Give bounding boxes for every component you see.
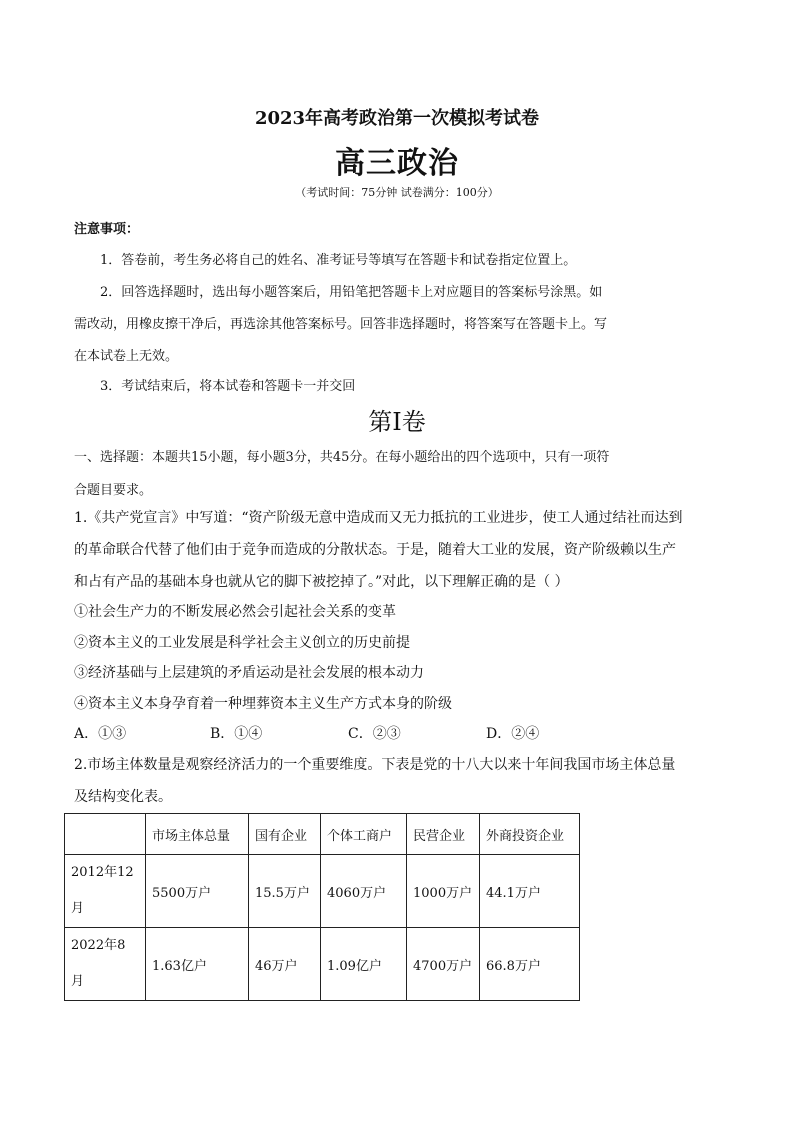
- table-cell: 1.63亿户: [146, 928, 249, 1001]
- note-item-2-line-3: 在本试卷上无效。: [74, 349, 179, 364]
- table-cell: 46万户: [249, 928, 321, 1001]
- market-entity-table: [64, 813, 580, 1001]
- section-intro-line-1: 一、选择题：本题共15小题，每小题3分，共45分。在每小题给出的四个选项中，只有一项符: [74, 450, 610, 465]
- section-intro-line-2: 合题目要求。: [74, 483, 153, 498]
- table-header-cell: 个体工商户: [321, 814, 407, 855]
- row-label-line: 月: [71, 901, 85, 916]
- q1-option-a: A．①③: [74, 726, 127, 742]
- table-header-cell: 国有企业: [249, 814, 321, 855]
- row-label-line: 2012年12: [71, 865, 134, 880]
- q1-option-d: D．②④: [486, 726, 540, 742]
- q2-stem-line-2: 及结构变化表。: [74, 789, 172, 805]
- table-cell: 4060万户: [321, 855, 407, 928]
- table-row: [65, 855, 580, 928]
- q1-stem-line-2: 的革命联合代替了他们由于竞争而造成的分散状态。于是，随着大工业的发展，资产阶级赖以生产: [74, 542, 676, 558]
- q1-statement: ②资本主义的工业发展是科学社会主义创立的历史前提: [74, 635, 410, 651]
- table-header-row: [65, 814, 580, 855]
- q1-stem-line-1: 1.《共产党宣言》中写道：“资产阶级无意中造成而又无力抵抗的工业进步，使工人通过结社而达到: [74, 510, 683, 526]
- row-label-line: 月: [71, 974, 85, 989]
- note-item-3: 3．考试结束后，将本试卷和答题卡一并交回: [100, 379, 356, 394]
- q1-option-b: B．①④: [210, 726, 263, 742]
- table-cell: 1000万户: [407, 855, 480, 928]
- q1-statement: ①社会生产力的不断发展必然会引起社会关系的变革: [74, 604, 396, 620]
- table-row: [65, 928, 580, 1001]
- note-item-2-line-2: 需改动，用橡皮擦干净后，再选涂其他答案标号。回答非选择题时，将答案写在答题卡上。写: [74, 317, 608, 332]
- q1-stem-line-3: 和占有产品的基础本身也就从它的脚下被挖掉了。”对此，以下理解正确的是（ ）: [74, 574, 569, 590]
- table-cell: 5500万户: [146, 855, 249, 928]
- row-label-cell: [65, 928, 146, 1001]
- section-title: 第Ⅰ卷: [368, 408, 426, 436]
- note-item-2-line-1: 2．回答选择题时，选出每小题答案后，用铅笔把答题卡上对应题目的答案标号涂黑。如: [100, 285, 603, 300]
- q1-option-c: C．②③: [348, 726, 401, 742]
- table-cell: 1.09亿户: [321, 928, 407, 1001]
- exam-info: （考试时间：75分钟 试卷满分：100分）: [295, 186, 499, 199]
- table-header-cell: 市场主体总量: [146, 814, 249, 855]
- table-cell: 66.8万户: [480, 928, 580, 1001]
- table-cell: 4700万户: [407, 928, 480, 1001]
- note-item-1: 1．答卷前，考生务必将自己的姓名、准考证号等填写在答题卡和试卷指定位置上。: [100, 253, 577, 268]
- row-label-line: 2022年8: [71, 938, 126, 953]
- subject-title: 高三政治: [335, 146, 459, 181]
- table-cell: 44.1万户: [480, 855, 580, 928]
- q1-statement: ③经济基础与上层建筑的矛盾运动是社会发展的根本动力: [74, 665, 424, 681]
- notes-heading: 注意事项：: [74, 222, 140, 237]
- table-cell: 15.5万户: [249, 855, 321, 928]
- row-label-cell: [65, 855, 146, 928]
- exam-title: 2023年高考政治第一次模拟考试卷: [254, 108, 540, 129]
- table-header-cell: [65, 814, 146, 855]
- q1-statement: ④资本主义本身孕育着一种埋葬资本主义生产方式本身的阶级: [74, 696, 452, 712]
- q2-stem-line-1: 2.市场主体数量是观察经济活力的一个重要维度。下表是党的十八大以来十年间我国市场主体总量: [74, 757, 676, 773]
- table-header-cell: 民营企业: [407, 814, 480, 855]
- table-header-cell: 外商投资企业: [480, 814, 580, 855]
